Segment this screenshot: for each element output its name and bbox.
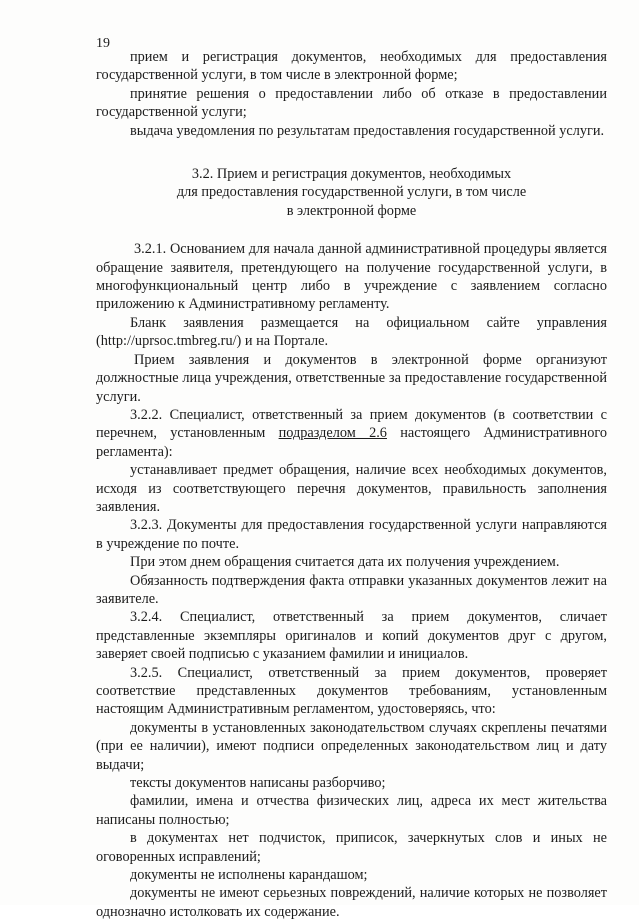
list-item: прием и регистрация документов, необходимых для предоставления государственной услуги, в том числе в электронной форме; bbox=[96, 49, 607, 84]
paragraph-obligation: Обязанность подтверждения факта отправки указанных документов лежит на заявителе. bbox=[96, 572, 607, 607]
heading-line: в электронной форме bbox=[286, 202, 417, 219]
paragraph-establishes: устанавливает предмет обращения, наличие всех необходимых документов, исходя из соответствующего перечня документов, правильность заполнения заявления. bbox=[96, 462, 607, 515]
check-item: в документах нет подчисток, приписок, зачеркнутых слов и иных не оговоренных исправлений; bbox=[96, 830, 607, 865]
list-item: выдача уведомления по результатам предоставления государственной услуги. bbox=[130, 122, 605, 139]
paragraph-3-2-2 bbox=[96, 406, 607, 461]
paragraph-blank-form: Бланк заявления размещается на официальном сайте управления (http://uprsoc.tmbreg.ru/) и на Портале. bbox=[96, 314, 607, 350]
check-item: документы не имеют серьезных повреждений, наличие которых не позволяет однозначно истолковать их содержание. bbox=[96, 885, 607, 920]
check-item: документы в установленных законодательством случаях скреплены печатями (при ее наличии), имеют подписи определенных законодательством лиц и дату выдачи; bbox=[96, 719, 607, 773]
page-number: 19 bbox=[96, 36, 110, 51]
paragraph-3-2-4: 3.2.4. Специалист, ответственный за прием документов, сличает представленные экземпляры оригиналов и копий документов друг с другом, заверяет своей подписью с указанием фамилии и инициалов. bbox=[96, 609, 607, 663]
subsection-link[interactable]: подразделом 2.6 bbox=[278, 425, 387, 442]
check-item: фамилии, имена и отчества физических лиц, адреса их мест жительства написаны полностью; bbox=[96, 793, 607, 828]
heading-line: для предоставления государственной услуги, в том числе bbox=[176, 184, 527, 201]
paragraph-electronic-intake: Прием заявления и документов в электронной форме организуют должностные лица учреждения, ответственные за предоставление государственной услуги. bbox=[96, 351, 607, 405]
heading-line: 3.2. Прием и регистрация документов, необходимых bbox=[191, 166, 512, 183]
paragraph-3-2-5: 3.2.5. Специалист, ответственный за прием документов, проверяет соответствие представленных документов требованиям, установленным настоящим Административным регламентом, удостоверяясь, что: bbox=[96, 664, 607, 718]
check-item: тексты документов написаны разборчиво; bbox=[130, 775, 386, 792]
list-item: принятие решения о предоставлении либо об отказе в предоставлении государственной услуги; bbox=[96, 85, 607, 121]
check-item: документы не исполнены карандашом; bbox=[130, 867, 368, 884]
section-heading bbox=[96, 165, 607, 220]
paragraph-3-2-3: 3.2.3. Документы для предоставления государственной услуги направляются в учреждение по почте. bbox=[96, 517, 607, 552]
paragraph-text: 3.2.2. Специалист, ответственный за прием документов (в соответствии с перечнем, установленным bbox=[96, 406, 607, 442]
paragraph-date: При этом днем обращения считается дата их получения учреждением. bbox=[130, 554, 560, 571]
paragraph-text: настоящего Административного регламента): bbox=[96, 425, 607, 460]
paragraph-3-2-1: 3.2.1. Основанием для начала данной административной процедуры является обращение заявителя, претендующего на получение государственной услуги, в многофункциональный центр либо в учреждение с заявлением согласно приложению к Административному регламенту. bbox=[96, 241, 607, 313]
